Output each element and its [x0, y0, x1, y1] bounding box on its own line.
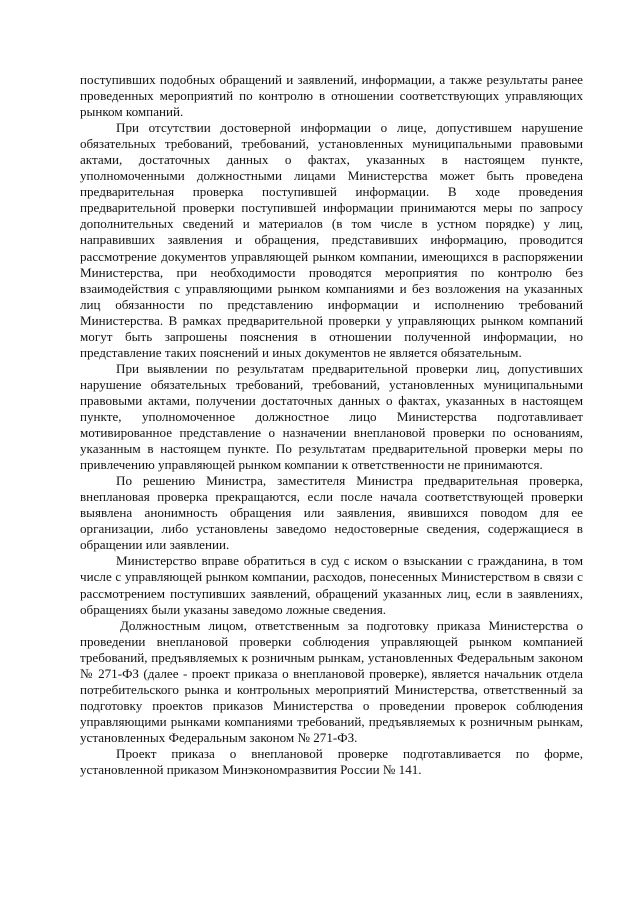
- paragraph-responsible-official: Должностным лицом, ответственным за подготовку приказа Министерства о проведении внеплановой проверки соблюдения управляющей рынком компанией требований, предъявляемых к розничным рынкам, установленных Федеральным законом № 271-ФЗ (далее - проект приказа о внеплановой проверке), является начальник отдела потребительского рынка и контрольных мероприятий Министерства, ответственный за подготовку проектов приказов Министерства о проведении проверок соблюдения управляющими рынками компаниями требований, предъявляемых к розничным рынкам, установленных Федеральным законом № 271-ФЗ.: [80, 617, 583, 745]
- paragraph-violations-found: При выявлении по результатам предварительной проверки лиц, допустивших нарушение обязательных требований, требований, установленных муниципальными правовыми актами, получении достаточных данных о фактах, указанных в настоящем пункте, уполномоченное должностное лицо Министерства подготавливает мотивированное представление о назначении внеплановой проверки по основаниям, указанным в настоящем пункте. По результатам предварительной проверки меры по привлечению управляющей рынком компании к ответственности не принимаются.: [80, 360, 583, 473]
- paragraph-check-termination: По решению Министра, заместителя Министра предварительная проверка, внеплановая проверка прекращаются, если после начала соответствующей проверки выявлена анонимность обращения или заявления, явившихся поводом для ее организации, либо установлены заведомо недостоверные сведения, содержащиеся в обращении или заявлении.: [80, 473, 583, 553]
- paragraph-preliminary-check: При отсутствии достоверной информации о лице, допустившем нарушение обязательных требований, требований, установленных муниципальными правовыми актами, достаточных данных о фактах, указанных в настоящем пункте, уполномоченными должностными лицами Министерства может быть проведена предварительная проверка поступившей информации. В ходе проведения предварительной проверки поступившей информации принимаются меры по запросу дополнительных сведений и материалов (в том числе в устном порядке) у лиц, направивших заявления и обращения, представивших информацию, проводится рассмотрение документов управляющей рынком компании, имеющихся в распоряжении Министерства, при необходимости проводятся мероприятия по контролю без взаимодействия с управляющими рынком компаниями и без возложения на указанных лиц обязанности по представлению информации и исполнению требований Министерства. В рамках предварительной проверки у управляющих рынком компаний могут быть запрошены пояснения в отношении полученной информации, но представление таких пояснений и иных документов не является обязательным.: [80, 120, 583, 360]
- paragraph-continuation: поступивших подобных обращений и заявлений, информации, а также результаты ранее проведенных мероприятий по контролю в отношении соответствующих управляющих рынком компаний.: [80, 72, 583, 120]
- paragraph-order-form: Проект приказа о внеплановой проверке подготавливается по форме, установленной приказом Минэкономразвития России № 141.: [80, 745, 583, 778]
- document-page: [80, 72, 583, 778]
- paragraph-court-claim: Министерство вправе обратиться в суд с иском о взыскании с гражданина, в том числе с управляющей рынком компании, расходов, понесенных Министерством в связи с рассмотрением поступивших заявлений, обращений указанных лиц, если в заявлениях, обращениях были указаны заведомо ложные сведения.: [80, 553, 583, 617]
